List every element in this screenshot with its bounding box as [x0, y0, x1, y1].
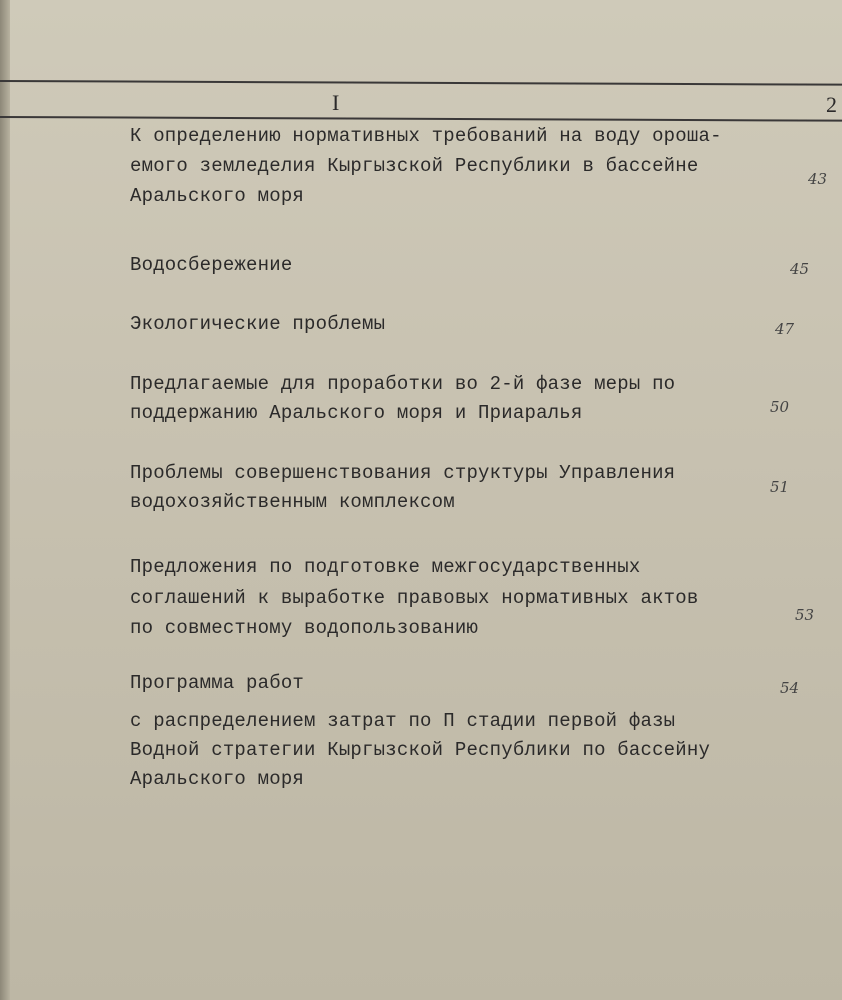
entry-line: Программа работ	[130, 672, 305, 694]
entry-line: водохозяйственным комплексом	[130, 491, 455, 513]
table-top-rule	[0, 80, 842, 86]
entry-line: К определению нормативных требований на воду ороша-	[130, 125, 722, 147]
page-number: 51	[770, 478, 790, 496]
page-number: 47	[775, 320, 795, 338]
entry-line: поддержанию Аральского моря и Приаралья	[130, 402, 583, 424]
column-header-1: I	[332, 90, 340, 115]
entry-line: Аральского моря	[130, 185, 305, 207]
entry-line: соглашений к выработке правовых нормативных актов	[130, 587, 699, 609]
page-number: 43	[808, 170, 828, 188]
page-number: 45	[790, 260, 810, 278]
page-number: 50	[770, 398, 790, 416]
entry-line: с распределением затрат по П стадии первой фазы	[130, 710, 676, 732]
entry-line: Проблемы совершенствования структуры Управления	[130, 462, 676, 484]
page-number: 54	[780, 679, 800, 697]
entry-line: Аральского моря	[130, 768, 305, 790]
table-header-rule	[0, 116, 842, 122]
column-header-2: 2	[826, 92, 837, 117]
page-edge	[0, 0, 10, 1000]
entry-line: Экологические проблемы	[130, 313, 386, 335]
entry-line: Водосбережение	[130, 254, 293, 276]
entry-line: Предложения по подготовке межгосударственных	[130, 556, 641, 578]
entry-line: по совместному водопользованию	[130, 617, 479, 639]
page-number: 53	[795, 606, 815, 624]
entry-line: Предлагаемые для проработки во 2-й фазе меры по	[130, 373, 676, 395]
entry-line: Водной стратегии Кыргызской Республики по бассейну	[130, 739, 711, 761]
entry-line: емого земледелия Кыргызской Республики в бассейне	[130, 155, 699, 177]
